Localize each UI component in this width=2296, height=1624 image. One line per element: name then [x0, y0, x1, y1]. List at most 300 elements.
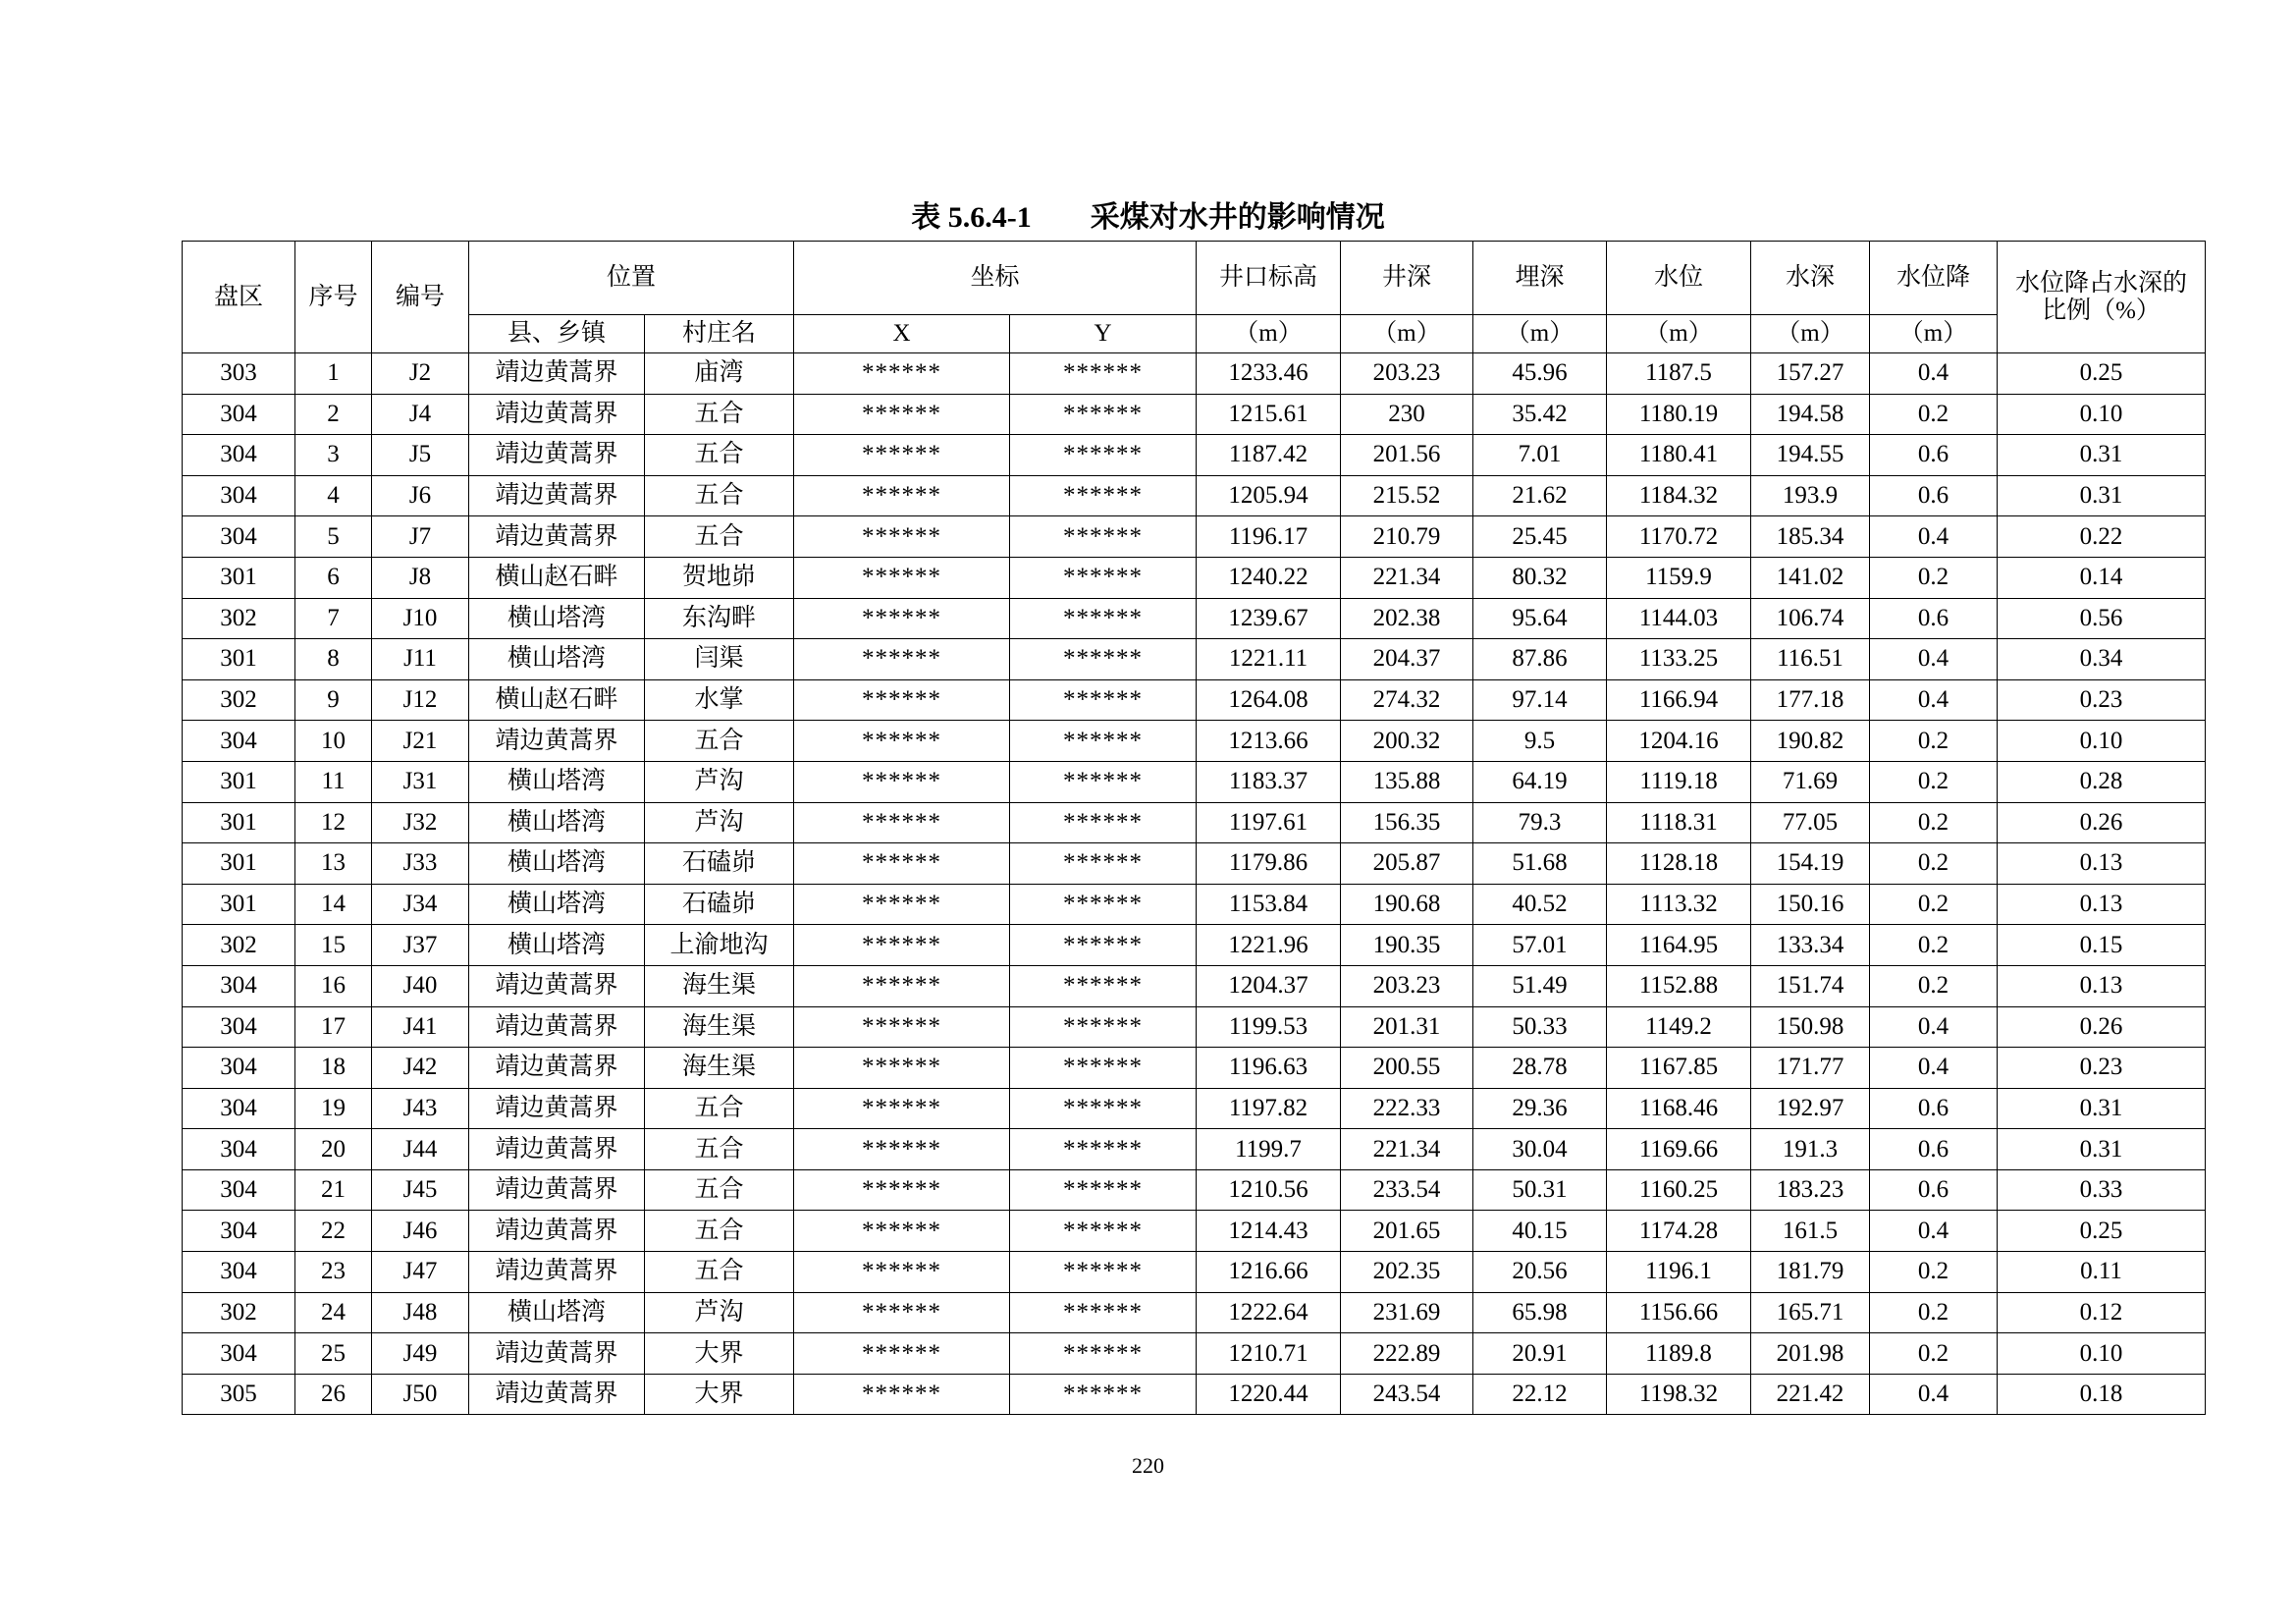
cell-xian-xiang-zhen: 横山塔湾: [469, 802, 645, 843]
cell-xu-hao: 21: [295, 1169, 372, 1211]
cell-jing-kou-biao-gao: 1213.66: [1197, 721, 1341, 762]
cell-bi-li: 0.25: [1998, 1211, 2206, 1252]
header-mai-shen: 埋深: [1473, 242, 1607, 315]
cell-shui-shen: 193.9: [1751, 475, 1870, 516]
cell-x: ******: [794, 557, 1010, 598]
cell-y: ******: [1010, 639, 1197, 680]
cell-bi-li: 0.31: [1998, 1088, 2206, 1129]
cell-bian-hao: J48: [372, 1292, 469, 1333]
cell-cun-zhuang-ming: 芦沟: [645, 761, 794, 802]
cell-bi-li: 0.14: [1998, 557, 2206, 598]
cell-pan-qu: 301: [183, 557, 295, 598]
cell-shui-wei: 1128.18: [1607, 843, 1751, 885]
cell-shui-wei-jiang: 0.2: [1870, 884, 1998, 925]
cell-jing-shen: 215.52: [1341, 475, 1473, 516]
cell-xu-hao: 2: [295, 394, 372, 435]
cell-cun-zhuang-ming: 芦沟: [645, 1292, 794, 1333]
cell-shui-wei: 1149.2: [1607, 1006, 1751, 1048]
cell-shui-wei: 1184.32: [1607, 475, 1751, 516]
cell-shui-wei-jiang: 0.2: [1870, 802, 1998, 843]
cell-mai-shen: 22.12: [1473, 1374, 1607, 1415]
table-row: [183, 435, 2206, 476]
table-row: [183, 1252, 2206, 1293]
cell-y: ******: [1010, 1169, 1197, 1211]
header-jing-shen: 井深: [1341, 242, 1473, 315]
cell-shui-shen: 161.5: [1751, 1211, 1870, 1252]
cell-shui-shen: 191.3: [1751, 1129, 1870, 1170]
cell-jing-shen: 221.34: [1341, 557, 1473, 598]
cell-jing-shen: 190.68: [1341, 884, 1473, 925]
cell-shui-wei-jiang: 0.4: [1870, 1048, 1998, 1089]
cell-shui-wei-jiang: 0.4: [1870, 353, 1998, 395]
cell-mai-shen: 51.49: [1473, 965, 1607, 1006]
cell-jing-kou-biao-gao: 1196.17: [1197, 516, 1341, 558]
cell-shui-shen: 185.34: [1751, 516, 1870, 558]
header-cun-zhuang-ming: 村庄名: [645, 315, 794, 353]
cell-xu-hao: 24: [295, 1292, 372, 1333]
table-row: [183, 516, 2206, 558]
cell-y: ******: [1010, 965, 1197, 1006]
cell-jing-kou-biao-gao: 1220.44: [1197, 1374, 1341, 1415]
cell-jing-kou-biao-gao: 1240.22: [1197, 557, 1341, 598]
cell-y: ******: [1010, 557, 1197, 598]
header-xian-xiang-zhen: 县、乡镇: [469, 315, 645, 353]
cell-shui-wei: 1180.41: [1607, 435, 1751, 476]
cell-xu-hao: 1: [295, 353, 372, 395]
cell-shui-wei-jiang: 0.6: [1870, 1129, 1998, 1170]
cell-bian-hao: J32: [372, 802, 469, 843]
cell-bian-hao: J45: [372, 1169, 469, 1211]
cell-shui-shen: 154.19: [1751, 843, 1870, 885]
cell-x: ******: [794, 761, 1010, 802]
header-shui-shen: 水深: [1751, 242, 1870, 315]
cell-jing-shen: 243.54: [1341, 1374, 1473, 1415]
cell-cun-zhuang-ming: 石磕峁: [645, 884, 794, 925]
cell-pan-qu: 304: [183, 1333, 295, 1375]
cell-shui-shen: 183.23: [1751, 1169, 1870, 1211]
cell-shui-shen: 221.42: [1751, 1374, 1870, 1415]
cell-shui-shen: 192.97: [1751, 1088, 1870, 1129]
table-row: [183, 884, 2206, 925]
cell-y: ******: [1010, 516, 1197, 558]
cell-xu-hao: 17: [295, 1006, 372, 1048]
header-shui-wei-jiang: 水位降: [1870, 242, 1998, 315]
cell-mai-shen: 57.01: [1473, 925, 1607, 966]
cell-cun-zhuang-ming: 海生渠: [645, 1048, 794, 1089]
cell-mai-shen: 29.36: [1473, 1088, 1607, 1129]
cell-y: ******: [1010, 598, 1197, 639]
cell-xian-xiang-zhen: 靖边黄蒿界: [469, 1252, 645, 1293]
cell-cun-zhuang-ming: 上渝地沟: [645, 925, 794, 966]
cell-x: ******: [794, 884, 1010, 925]
table-row: [183, 1048, 2206, 1089]
cell-jing-kou-biao-gao: 1210.71: [1197, 1333, 1341, 1375]
cell-shui-wei-jiang: 0.4: [1870, 1211, 1998, 1252]
unit-shui-wei-jiang: （m）: [1870, 315, 1998, 353]
cell-pan-qu: 304: [183, 394, 295, 435]
cell-xian-xiang-zhen: 横山塔湾: [469, 843, 645, 885]
cell-bi-li: 0.25: [1998, 353, 2206, 395]
cell-jing-shen: 156.35: [1341, 802, 1473, 843]
cell-jing-shen: 201.56: [1341, 435, 1473, 476]
cell-shui-wei: 1113.32: [1607, 884, 1751, 925]
cell-bian-hao: J42: [372, 1048, 469, 1089]
cell-mai-shen: 40.52: [1473, 884, 1607, 925]
cell-xian-xiang-zhen: 靖边黄蒿界: [469, 435, 645, 476]
cell-xian-xiang-zhen: 靖边黄蒿界: [469, 1129, 645, 1170]
cell-cun-zhuang-ming: 东沟畔: [645, 598, 794, 639]
cell-bian-hao: J21: [372, 721, 469, 762]
cell-shui-wei: 1166.94: [1607, 679, 1751, 721]
cell-shui-shen: 141.02: [1751, 557, 1870, 598]
cell-jing-kou-biao-gao: 1153.84: [1197, 884, 1341, 925]
cell-x: ******: [794, 598, 1010, 639]
unit-jing-shen: （m）: [1341, 315, 1473, 353]
cell-cun-zhuang-ming: 石磕峁: [645, 843, 794, 885]
cell-xian-xiang-zhen: 靖边黄蒿界: [469, 1374, 645, 1415]
cell-xian-xiang-zhen: 横山塔湾: [469, 598, 645, 639]
cell-xian-xiang-zhen: 横山塔湾: [469, 639, 645, 680]
cell-y: ******: [1010, 1252, 1197, 1293]
cell-jing-kou-biao-gao: 1233.46: [1197, 353, 1341, 395]
cell-shui-shen: 194.58: [1751, 394, 1870, 435]
cell-bi-li: 0.31: [1998, 1129, 2206, 1170]
cell-y: ******: [1010, 1374, 1197, 1415]
cell-xu-hao: 14: [295, 884, 372, 925]
cell-mai-shen: 35.42: [1473, 394, 1607, 435]
cell-shui-wei: 1118.31: [1607, 802, 1751, 843]
cell-shui-wei: 1169.66: [1607, 1129, 1751, 1170]
cell-bian-hao: J46: [372, 1211, 469, 1252]
well-impact-table: [182, 241, 2206, 1415]
cell-cun-zhuang-ming: 水掌: [645, 679, 794, 721]
cell-xian-xiang-zhen: 靖边黄蒿界: [469, 1333, 645, 1375]
table-row: [183, 965, 2206, 1006]
cell-bian-hao: J12: [372, 679, 469, 721]
unit-shui-wei: （m）: [1607, 315, 1751, 353]
cell-shui-wei-jiang: 0.2: [1870, 925, 1998, 966]
cell-mai-shen: 79.3: [1473, 802, 1607, 843]
cell-bian-hao: J43: [372, 1088, 469, 1129]
cell-shui-wei-jiang: 0.4: [1870, 639, 1998, 680]
cell-xu-hao: 10: [295, 721, 372, 762]
table-row: [183, 394, 2206, 435]
cell-xu-hao: 26: [295, 1374, 372, 1415]
cell-jing-kou-biao-gao: 1179.86: [1197, 843, 1341, 885]
cell-jing-kou-biao-gao: 1216.66: [1197, 1252, 1341, 1293]
cell-mai-shen: 25.45: [1473, 516, 1607, 558]
cell-jing-kou-biao-gao: 1196.63: [1197, 1048, 1341, 1089]
cell-xian-xiang-zhen: 靖边黄蒿界: [469, 353, 645, 395]
cell-bi-li: 0.10: [1998, 394, 2206, 435]
cell-bi-li: 0.18: [1998, 1374, 2206, 1415]
cell-shui-wei-jiang: 0.6: [1870, 1169, 1998, 1211]
cell-x: ******: [794, 1088, 1010, 1129]
cell-x: ******: [794, 802, 1010, 843]
cell-xian-xiang-zhen: 横山塔湾: [469, 884, 645, 925]
cell-y: ******: [1010, 721, 1197, 762]
cell-shui-wei-jiang: 0.2: [1870, 843, 1998, 885]
cell-bi-li: 0.12: [1998, 1292, 2206, 1333]
table-row: [183, 1169, 2206, 1211]
cell-cun-zhuang-ming: 五合: [645, 1252, 794, 1293]
cell-bian-hao: J5: [372, 435, 469, 476]
cell-shui-wei-jiang: 0.6: [1870, 598, 1998, 639]
cell-jing-kou-biao-gao: 1221.96: [1197, 925, 1341, 966]
cell-bian-hao: J2: [372, 353, 469, 395]
cell-jing-shen: 221.34: [1341, 1129, 1473, 1170]
cell-pan-qu: 304: [183, 721, 295, 762]
cell-shui-wei-jiang: 0.4: [1870, 1006, 1998, 1048]
cell-xian-xiang-zhen: 靖边黄蒿界: [469, 965, 645, 1006]
cell-x: ******: [794, 1211, 1010, 1252]
cell-jing-shen: 274.32: [1341, 679, 1473, 721]
table-row: [183, 843, 2206, 885]
cell-y: ******: [1010, 1333, 1197, 1375]
cell-pan-qu: 302: [183, 1292, 295, 1333]
cell-y: ******: [1010, 1211, 1197, 1252]
cell-x: ******: [794, 475, 1010, 516]
cell-xu-hao: 20: [295, 1129, 372, 1170]
cell-shui-wei: 1204.16: [1607, 721, 1751, 762]
header-y: Y: [1010, 315, 1197, 353]
cell-xian-xiang-zhen: 靖边黄蒿界: [469, 475, 645, 516]
cell-mai-shen: 28.78: [1473, 1048, 1607, 1089]
table-row: [183, 721, 2206, 762]
cell-xu-hao: 4: [295, 475, 372, 516]
cell-xian-xiang-zhen: 靖边黄蒿界: [469, 1006, 645, 1048]
cell-shui-wei: 1144.03: [1607, 598, 1751, 639]
cell-shui-wei-jiang: 0.2: [1870, 1252, 1998, 1293]
cell-pan-qu: 304: [183, 1129, 295, 1170]
cell-pan-qu: 304: [183, 1048, 295, 1089]
cell-shui-shen: 77.05: [1751, 802, 1870, 843]
cell-x: ******: [794, 843, 1010, 885]
header-jing-kou-biao-gao: 井口标高: [1197, 242, 1341, 315]
cell-shui-wei: 1174.28: [1607, 1211, 1751, 1252]
cell-cun-zhuang-ming: 五合: [645, 1169, 794, 1211]
cell-shui-wei: 1160.25: [1607, 1169, 1751, 1211]
cell-xian-xiang-zhen: 靖边黄蒿界: [469, 394, 645, 435]
cell-bian-hao: J50: [372, 1374, 469, 1415]
cell-y: ******: [1010, 435, 1197, 476]
cell-pan-qu: 302: [183, 925, 295, 966]
cell-shui-wei-jiang: 0.2: [1870, 965, 1998, 1006]
table-row: [183, 1006, 2206, 1048]
cell-shui-wei-jiang: 0.2: [1870, 394, 1998, 435]
cell-shui-shen: 181.79: [1751, 1252, 1870, 1293]
cell-x: ******: [794, 435, 1010, 476]
cell-jing-shen: 200.55: [1341, 1048, 1473, 1089]
cell-xu-hao: 3: [295, 435, 372, 476]
cell-cun-zhuang-ming: 大界: [645, 1374, 794, 1415]
cell-bi-li: 0.31: [1998, 475, 2206, 516]
table-row: [183, 761, 2206, 802]
cell-x: ******: [794, 353, 1010, 395]
cell-xu-hao: 15: [295, 925, 372, 966]
table-row: [183, 1374, 2206, 1415]
cell-pan-qu: 301: [183, 639, 295, 680]
cell-x: ******: [794, 516, 1010, 558]
cell-jing-shen: 201.31: [1341, 1006, 1473, 1048]
cell-bi-li: 0.10: [1998, 721, 2206, 762]
cell-x: ******: [794, 1006, 1010, 1048]
cell-jing-shen: 233.54: [1341, 1169, 1473, 1211]
cell-xu-hao: 9: [295, 679, 372, 721]
cell-bian-hao: J7: [372, 516, 469, 558]
header-zuo-biao: 坐标: [794, 242, 1197, 315]
cell-x: ******: [794, 1129, 1010, 1170]
cell-shui-wei: 1156.66: [1607, 1292, 1751, 1333]
cell-pan-qu: 304: [183, 435, 295, 476]
cell-pan-qu: 305: [183, 1374, 295, 1415]
cell-mai-shen: 87.86: [1473, 639, 1607, 680]
cell-shui-shen: 194.55: [1751, 435, 1870, 476]
cell-xian-xiang-zhen: 靖边黄蒿界: [469, 1211, 645, 1252]
cell-x: ******: [794, 1292, 1010, 1333]
cell-xu-hao: 8: [295, 639, 372, 680]
cell-xu-hao: 16: [295, 965, 372, 1006]
cell-pan-qu: 303: [183, 353, 295, 395]
cell-mai-shen: 50.31: [1473, 1169, 1607, 1211]
cell-y: ******: [1010, 1088, 1197, 1129]
table-row: [183, 925, 2206, 966]
cell-shui-shen: 177.18: [1751, 679, 1870, 721]
cell-x: ******: [794, 1252, 1010, 1293]
cell-cun-zhuang-ming: 闫渠: [645, 639, 794, 680]
cell-bian-hao: J34: [372, 884, 469, 925]
cell-shui-shen: 190.82: [1751, 721, 1870, 762]
cell-x: ******: [794, 394, 1010, 435]
cell-mai-shen: 7.01: [1473, 435, 1607, 476]
cell-y: ******: [1010, 679, 1197, 721]
cell-shui-shen: 150.98: [1751, 1006, 1870, 1048]
cell-shui-wei: 1187.5: [1607, 353, 1751, 395]
cell-jing-kou-biao-gao: 1205.94: [1197, 475, 1341, 516]
cell-xian-xiang-zhen: 靖边黄蒿界: [469, 516, 645, 558]
cell-y: ******: [1010, 1048, 1197, 1089]
cell-bi-li: 0.13: [1998, 965, 2206, 1006]
cell-xu-hao: 5: [295, 516, 372, 558]
cell-jing-shen: 231.69: [1341, 1292, 1473, 1333]
header-bian-hao: 编号: [372, 242, 469, 353]
cell-mai-shen: 97.14: [1473, 679, 1607, 721]
cell-cun-zhuang-ming: 五合: [645, 475, 794, 516]
cell-xu-hao: 23: [295, 1252, 372, 1293]
cell-x: ******: [794, 965, 1010, 1006]
cell-bian-hao: J10: [372, 598, 469, 639]
cell-shui-shen: 150.16: [1751, 884, 1870, 925]
cell-pan-qu: 304: [183, 1169, 295, 1211]
cell-mai-shen: 95.64: [1473, 598, 1607, 639]
cell-xian-xiang-zhen: 靖边黄蒿界: [469, 1048, 645, 1089]
cell-y: ******: [1010, 761, 1197, 802]
cell-shui-wei: 1198.32: [1607, 1374, 1751, 1415]
cell-x: ******: [794, 925, 1010, 966]
table-row: [183, 1333, 2206, 1375]
page-number: 220: [1132, 1453, 1164, 1478]
cell-shui-shen: 201.98: [1751, 1333, 1870, 1375]
cell-bi-li: 0.23: [1998, 679, 2206, 721]
cell-cun-zhuang-ming: 五合: [645, 1088, 794, 1129]
cell-cun-zhuang-ming: 五合: [645, 1211, 794, 1252]
cell-bi-li: 0.15: [1998, 925, 2206, 966]
cell-jing-shen: 190.35: [1341, 925, 1473, 966]
cell-shui-shen: 106.74: [1751, 598, 1870, 639]
cell-shui-wei-jiang: 0.2: [1870, 761, 1998, 802]
unit-jing-kou-biao-gao: （m）: [1197, 315, 1341, 353]
cell-jing-kou-biao-gao: 1214.43: [1197, 1211, 1341, 1252]
cell-mai-shen: 64.19: [1473, 761, 1607, 802]
cell-shui-shen: 165.71: [1751, 1292, 1870, 1333]
cell-x: ******: [794, 1374, 1010, 1415]
cell-jing-kou-biao-gao: 1264.08: [1197, 679, 1341, 721]
cell-xian-xiang-zhen: 靖边黄蒿界: [469, 1169, 645, 1211]
cell-shui-wei: 1170.72: [1607, 516, 1751, 558]
cell-bian-hao: J40: [372, 965, 469, 1006]
cell-shui-shen: 116.51: [1751, 639, 1870, 680]
cell-jing-shen: 200.32: [1341, 721, 1473, 762]
cell-bian-hao: J49: [372, 1333, 469, 1375]
cell-cun-zhuang-ming: 贺地峁: [645, 557, 794, 598]
table-row: [183, 1129, 2206, 1170]
unit-shui-shen: （m）: [1751, 315, 1870, 353]
header-pan-qu: 盘区: [183, 242, 295, 353]
cell-jing-shen: 202.38: [1341, 598, 1473, 639]
cell-mai-shen: 50.33: [1473, 1006, 1607, 1048]
cell-mai-shen: 30.04: [1473, 1129, 1607, 1170]
cell-shui-shen: 151.74: [1751, 965, 1870, 1006]
cell-shui-wei-jiang: 0.6: [1870, 1088, 1998, 1129]
cell-shui-wei-jiang: 0.4: [1870, 679, 1998, 721]
cell-x: ******: [794, 1169, 1010, 1211]
cell-xu-hao: 22: [295, 1211, 372, 1252]
cell-y: ******: [1010, 1006, 1197, 1048]
header-x: X: [794, 315, 1010, 353]
cell-shui-wei-jiang: 0.2: [1870, 721, 1998, 762]
cell-cun-zhuang-ming: 五合: [645, 516, 794, 558]
cell-jing-shen: 210.79: [1341, 516, 1473, 558]
cell-jing-shen: 222.33: [1341, 1088, 1473, 1129]
cell-mai-shen: 65.98: [1473, 1292, 1607, 1333]
cell-bi-li: 0.13: [1998, 843, 2206, 885]
cell-cun-zhuang-ming: 五合: [645, 721, 794, 762]
cell-mai-shen: 51.68: [1473, 843, 1607, 885]
table-row: [183, 1292, 2206, 1333]
table-row: [183, 802, 2206, 843]
cell-xian-xiang-zhen: 横山赵石畔: [469, 557, 645, 598]
table-row: [183, 1088, 2206, 1129]
cell-cun-zhuang-ming: 庙湾: [645, 353, 794, 395]
cell-jing-shen: 135.88: [1341, 761, 1473, 802]
cell-shui-wei: 1133.25: [1607, 639, 1751, 680]
cell-xu-hao: 13: [295, 843, 372, 885]
cell-shui-wei: 1159.9: [1607, 557, 1751, 598]
cell-pan-qu: 304: [183, 1006, 295, 1048]
cell-pan-qu: 301: [183, 761, 295, 802]
cell-cun-zhuang-ming: 海生渠: [645, 965, 794, 1006]
cell-shui-wei: 1189.8: [1607, 1333, 1751, 1375]
cell-jing-shen: 230: [1341, 394, 1473, 435]
cell-xu-hao: 11: [295, 761, 372, 802]
cell-shui-wei: 1167.85: [1607, 1048, 1751, 1089]
cell-shui-wei-jiang: 0.2: [1870, 557, 1998, 598]
cell-mai-shen: 80.32: [1473, 557, 1607, 598]
cell-x: ******: [794, 639, 1010, 680]
cell-shui-wei-jiang: 0.2: [1870, 1333, 1998, 1375]
cell-jing-kou-biao-gao: 1183.37: [1197, 761, 1341, 802]
cell-jing-shen: 205.87: [1341, 843, 1473, 885]
